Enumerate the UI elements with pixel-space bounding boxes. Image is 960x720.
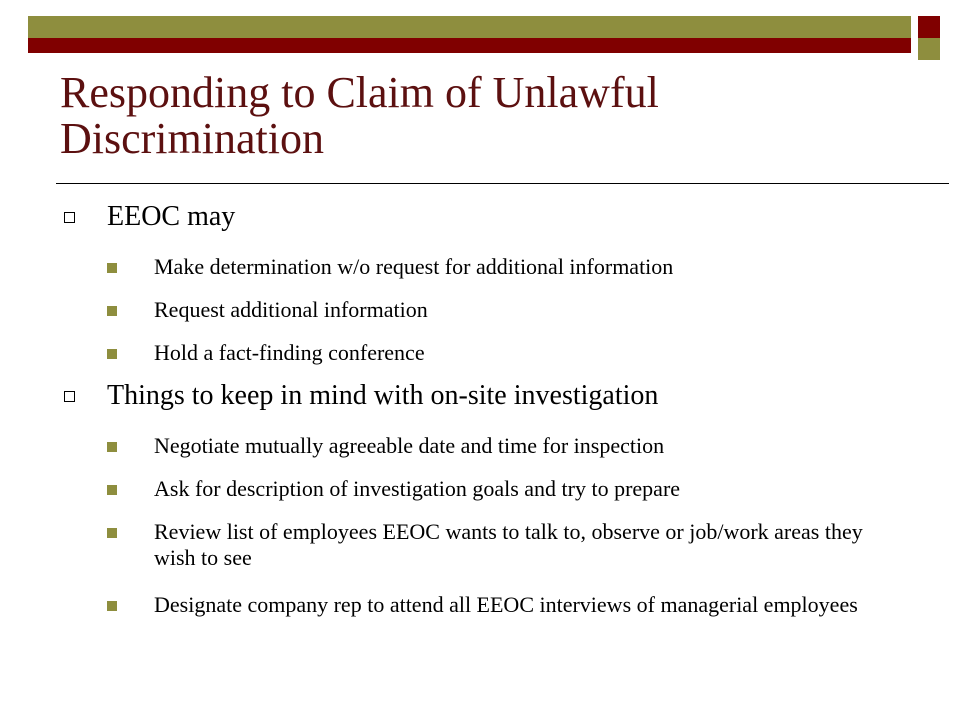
slide-title: Responding to Claim of Unlawful Discrimination bbox=[60, 68, 659, 163]
corner-square-olive bbox=[918, 38, 940, 60]
sub-bullet-text: Request additional information bbox=[154, 297, 428, 322]
hollow-square-bullet-icon bbox=[64, 391, 75, 402]
sub-bullet-text: Review list of employees EEOC wants to talk to, observe or job/work areas they wish to see bbox=[154, 519, 863, 570]
solid-square-bullet-icon bbox=[107, 485, 117, 495]
bullet-text: EEOC may bbox=[107, 201, 236, 232]
solid-square-bullet-icon bbox=[107, 263, 117, 273]
title-divider bbox=[56, 183, 949, 184]
sub-bullet-text: Ask for description of investigation goals and try to prepare bbox=[154, 476, 681, 501]
hollow-square-bullet-icon bbox=[64, 212, 75, 223]
solid-square-bullet-icon bbox=[107, 349, 117, 359]
sub-bullet-text: Designate company rep to attend all EEOC interviews of managerial employees bbox=[154, 592, 858, 617]
corner-square-maroon bbox=[918, 16, 940, 38]
sub-bullet-text: Hold a fact-finding conference bbox=[154, 340, 425, 365]
sub-bullet-text: Negotiate mutually agreeable date and time for inspection bbox=[154, 433, 665, 458]
header-bar-olive bbox=[28, 16, 911, 38]
solid-square-bullet-icon bbox=[107, 528, 117, 538]
bullet-text: Things to keep in mind with on-site investigation bbox=[107, 380, 659, 411]
header-bar-maroon bbox=[28, 38, 911, 53]
solid-square-bullet-icon bbox=[107, 442, 117, 452]
sub-bullet-text: Make determination w/o request for additional information bbox=[154, 254, 674, 279]
solid-square-bullet-icon bbox=[107, 601, 117, 611]
solid-square-bullet-icon bbox=[107, 306, 117, 316]
